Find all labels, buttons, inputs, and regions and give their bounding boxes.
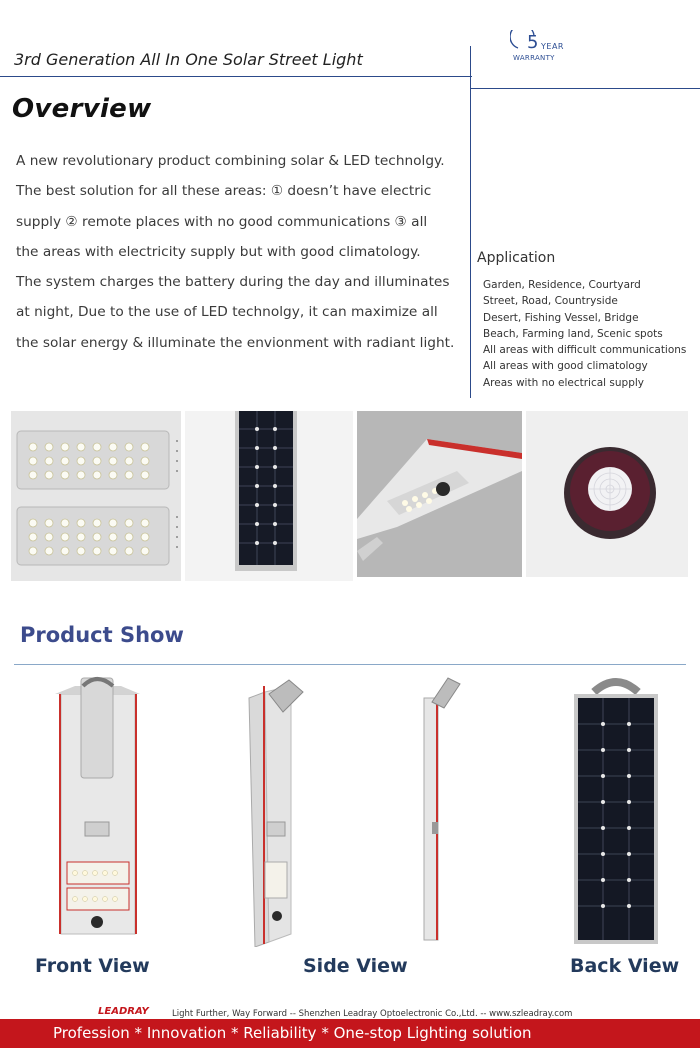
header-divider: [0, 76, 472, 77]
back-view-image: [572, 672, 660, 947]
overview-title: Overview: [12, 94, 152, 124]
application-item: All areas with good climatology: [483, 360, 648, 373]
led-module-photo: [11, 411, 181, 581]
overview-line: The best solution for all these areas: ① doesn’t have electric: [16, 183, 432, 200]
overview-body: [16, 146, 471, 358]
application-item: Street, Road, Countryside: [483, 295, 618, 308]
overview-line: The system charges the battery during the day and illuminates: [16, 274, 450, 291]
front-view-label: Front View: [35, 955, 150, 977]
street-lamp-photo: [357, 411, 522, 577]
overview-line: the areas with electricity supply but with good climatology.: [16, 243, 421, 260]
footer-tagline: Light Further, Way Forward -- Shenzhen Leadray Optoelectronic Co.,Ltd. -- www.szleadray.com: [172, 1009, 573, 1019]
overview-line: the solar energy & illuminate the envionment with radiant light.: [16, 334, 455, 351]
warranty-badge: [510, 30, 570, 68]
overview-line: A new revolutionary product combining solar & LED technolgy.: [16, 153, 445, 169]
application-item: Areas with no electrical supply: [483, 376, 645, 389]
front-view-image: [55, 672, 140, 947]
side-view-label: Side View: [303, 955, 408, 977]
application-item: Desert, Fishing Vessel, Bridge: [483, 311, 639, 324]
product-show-title: Product Show: [20, 623, 184, 647]
solar-panel-photo: [185, 411, 353, 581]
warranty-label: WARRANTY: [513, 54, 555, 62]
brand-logo: LEADRAY: [98, 1006, 149, 1017]
side-view-image: [243, 672, 313, 947]
document-subtitle: 3rd Generation All In One Solar Street Light: [14, 50, 363, 69]
slogan-bar: [0, 1019, 700, 1048]
application-list: [483, 277, 686, 391]
side-profile-image: [420, 672, 465, 947]
warranty-year: YEAR: [541, 42, 564, 51]
overview-line: at night, Due to the use of LED technolgy, it can maximize all: [16, 304, 438, 321]
warranty-number: 5: [527, 32, 539, 53]
back-view-label: Back View: [570, 955, 680, 977]
slogan-text: Profession * Innovation * Reliability * One-stop Lighting solution: [53, 1024, 532, 1042]
overview-line: supply ② remote places with no good communications ③ all: [16, 213, 428, 230]
application-item: Beach, Farming land, Scenic spots: [483, 327, 663, 340]
application-item: All areas with difficult communications: [483, 344, 687, 357]
pir-sensor-photo: [526, 411, 688, 577]
application-item: Garden, Residence, Courtyard: [483, 279, 641, 291]
product-show-divider: [14, 664, 686, 665]
right-header-divider: [470, 88, 700, 89]
application-title: Application: [477, 250, 556, 266]
